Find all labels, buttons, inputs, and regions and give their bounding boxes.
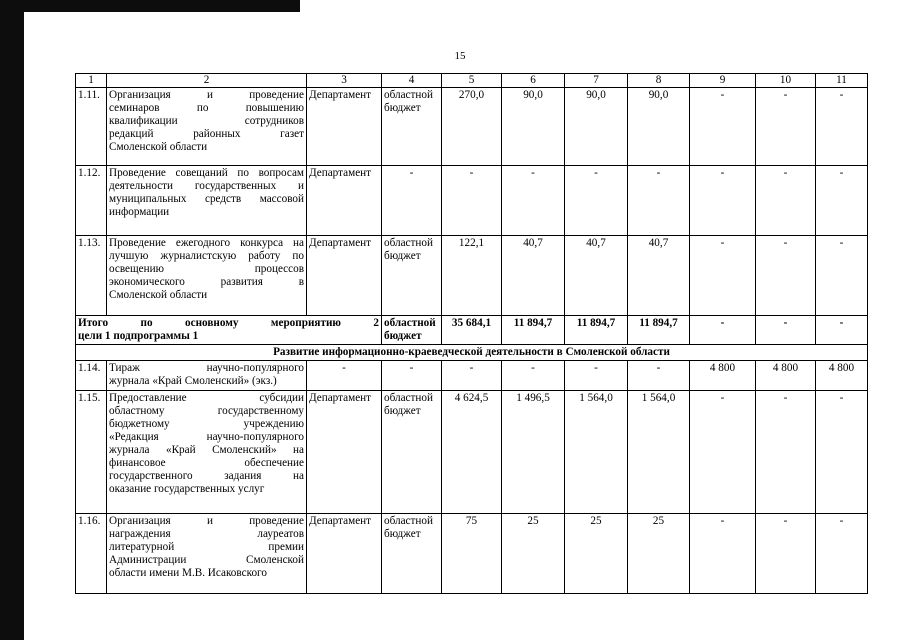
page-number: 15 [454, 50, 466, 62]
value-cell: - [565, 166, 628, 236]
description-line: экономического развития в [109, 276, 304, 288]
description-line: Предоставление субсидии [109, 392, 304, 404]
table-row [76, 514, 868, 594]
table-row [76, 166, 868, 236]
value-cell: - [816, 236, 868, 316]
row-number: 1.11. [76, 88, 107, 166]
value-cell: - [628, 361, 690, 391]
value-cell: 4 624,5 [442, 391, 502, 514]
table-row [76, 361, 868, 391]
row-number: 1.14. [76, 361, 107, 391]
value-cell: 1 564,0 [565, 391, 628, 514]
description-line: Смоленской области [109, 141, 208, 153]
funding-source-cell: областной бюджет [382, 391, 442, 514]
value-cell: - [690, 391, 756, 514]
value-cell: - [756, 88, 816, 166]
description-line: литературной премии [109, 541, 304, 553]
value-cell: - [816, 88, 868, 166]
description-line: информации [109, 206, 170, 218]
description-line: награждения лауреатов [109, 528, 304, 540]
description-line: «Редакция научно-популярного [109, 431, 304, 443]
value-cell: - [756, 391, 816, 514]
value-cell: - [816, 391, 868, 514]
value-cell: - [816, 166, 868, 236]
total-value: - [756, 316, 816, 345]
executor-cell: Департамент [307, 236, 382, 316]
description-line: Смоленской области [109, 289, 208, 301]
section-title: Развитие информационно-краеведческой деятельности в Смоленской области [76, 345, 868, 361]
value-cell: 25 [565, 514, 628, 594]
total-value: - [816, 316, 868, 345]
executor-cell: - [307, 361, 382, 391]
value-cell: - [816, 514, 868, 594]
description-line: семинаров по повышению [109, 102, 304, 114]
description-line: квалификации сотрудников [109, 115, 304, 127]
value-cell: 40,7 [628, 236, 690, 316]
description-line: Итого по основному мероприятию 2 [78, 317, 379, 329]
table-row [76, 88, 868, 166]
funding-source-cell: областной бюджет [382, 514, 442, 594]
funding-source-cell: - [382, 166, 442, 236]
scan-edge-left [0, 0, 24, 640]
description-line: областному государственному [109, 405, 304, 417]
description-cell [107, 166, 307, 236]
header-cell: 6 [502, 74, 565, 88]
description-line: освещению процессов [109, 263, 304, 275]
total-value: 35 684,1 [442, 316, 502, 345]
total-label [76, 316, 382, 345]
header-cell: 10 [756, 74, 816, 88]
description-line: журнала «Край Смоленский» (экз.) [109, 375, 277, 387]
description-line: бюджетному учреждению [109, 418, 304, 430]
value-cell: - [502, 361, 565, 391]
description-line: цели 1 подпрограммы 1 [78, 330, 199, 342]
description-cell [107, 88, 307, 166]
header-cell: 4 [382, 74, 442, 88]
header-cell: 9 [690, 74, 756, 88]
total-source: областной бюджет [382, 316, 442, 345]
value-cell: - [690, 236, 756, 316]
value-cell: 90,0 [628, 88, 690, 166]
description-line: муниципальных средств массовой [109, 193, 304, 205]
description-line: Организация и проведение [109, 515, 304, 527]
executor-cell: Департамент [307, 88, 382, 166]
executor-cell: Департамент [307, 166, 382, 236]
value-cell: 4 800 [690, 361, 756, 391]
description-line: редакций районных газет [109, 128, 304, 140]
value-cell: 270,0 [442, 88, 502, 166]
description-line: Тираж научно-популярного [109, 362, 304, 374]
funding-source-cell: областной бюджет [382, 236, 442, 316]
row-number: 1.16. [76, 514, 107, 594]
value-cell: 90,0 [565, 88, 628, 166]
description-line: Организация и проведение [109, 89, 304, 101]
description-line: Проведение ежегодного конкурса на [109, 237, 304, 249]
value-cell: - [628, 166, 690, 236]
value-cell: - [756, 236, 816, 316]
header-cell: 7 [565, 74, 628, 88]
value-cell: - [565, 361, 628, 391]
header-cell: 2 [107, 74, 307, 88]
description-line: финансовое обеспечение [109, 457, 304, 469]
header-cell: 5 [442, 74, 502, 88]
total-value: - [690, 316, 756, 345]
total-row [76, 316, 868, 345]
header-cell: 3 [307, 74, 382, 88]
description-cell [107, 236, 307, 316]
description-line: области имени М.В. Исаковского [109, 567, 267, 579]
value-cell: - [756, 166, 816, 236]
total-value: 11 894,7 [565, 316, 628, 345]
total-value: 11 894,7 [628, 316, 690, 345]
section-row [76, 345, 868, 361]
value-cell: - [690, 514, 756, 594]
value-cell: 1 496,5 [502, 391, 565, 514]
executor-cell: Департамент [307, 391, 382, 514]
row-number: 1.13. [76, 236, 107, 316]
executor-cell: Департамент [307, 514, 382, 594]
value-cell: 40,7 [502, 236, 565, 316]
value-cell: - [442, 361, 502, 391]
value-cell: 75 [442, 514, 502, 594]
header-cell: 1 [76, 74, 107, 88]
header-row [76, 74, 868, 88]
value-cell: 90,0 [502, 88, 565, 166]
value-cell: 4 800 [756, 361, 816, 391]
scan-edge-top [0, 0, 300, 12]
total-value: 11 894,7 [502, 316, 565, 345]
value-cell: - [442, 166, 502, 236]
value-cell: - [756, 514, 816, 594]
program-table [75, 73, 868, 594]
value-cell: 25 [502, 514, 565, 594]
description-cell [107, 514, 307, 594]
value-cell: 25 [628, 514, 690, 594]
description-line: деятельности государственных и [109, 180, 304, 192]
description-cell [107, 391, 307, 514]
value-cell: 1 564,0 [628, 391, 690, 514]
header-cell: 11 [816, 74, 868, 88]
row-number: 1.12. [76, 166, 107, 236]
description-line: Администрации Смоленской [109, 554, 304, 566]
header-cell: 8 [628, 74, 690, 88]
description-line: журнала «Край Смоленский» на [109, 444, 304, 456]
description-line: лучшую журналистскую работу по [109, 250, 304, 262]
description-line: Проведение совещаний по вопросам [109, 167, 304, 179]
value-cell: - [690, 88, 756, 166]
value-cell: 40,7 [565, 236, 628, 316]
table-row [76, 236, 868, 316]
funding-source-cell: областной бюджет [382, 88, 442, 166]
description-cell [107, 361, 307, 391]
table-row [76, 391, 868, 514]
row-number: 1.15. [76, 391, 107, 514]
value-cell: 4 800 [816, 361, 868, 391]
funding-source-cell: - [382, 361, 442, 391]
description-line: оказание государственных услуг [109, 483, 265, 495]
value-cell: 122,1 [442, 236, 502, 316]
description-line: государственного задания на [109, 470, 304, 482]
value-cell: - [690, 166, 756, 236]
value-cell: - [502, 166, 565, 236]
